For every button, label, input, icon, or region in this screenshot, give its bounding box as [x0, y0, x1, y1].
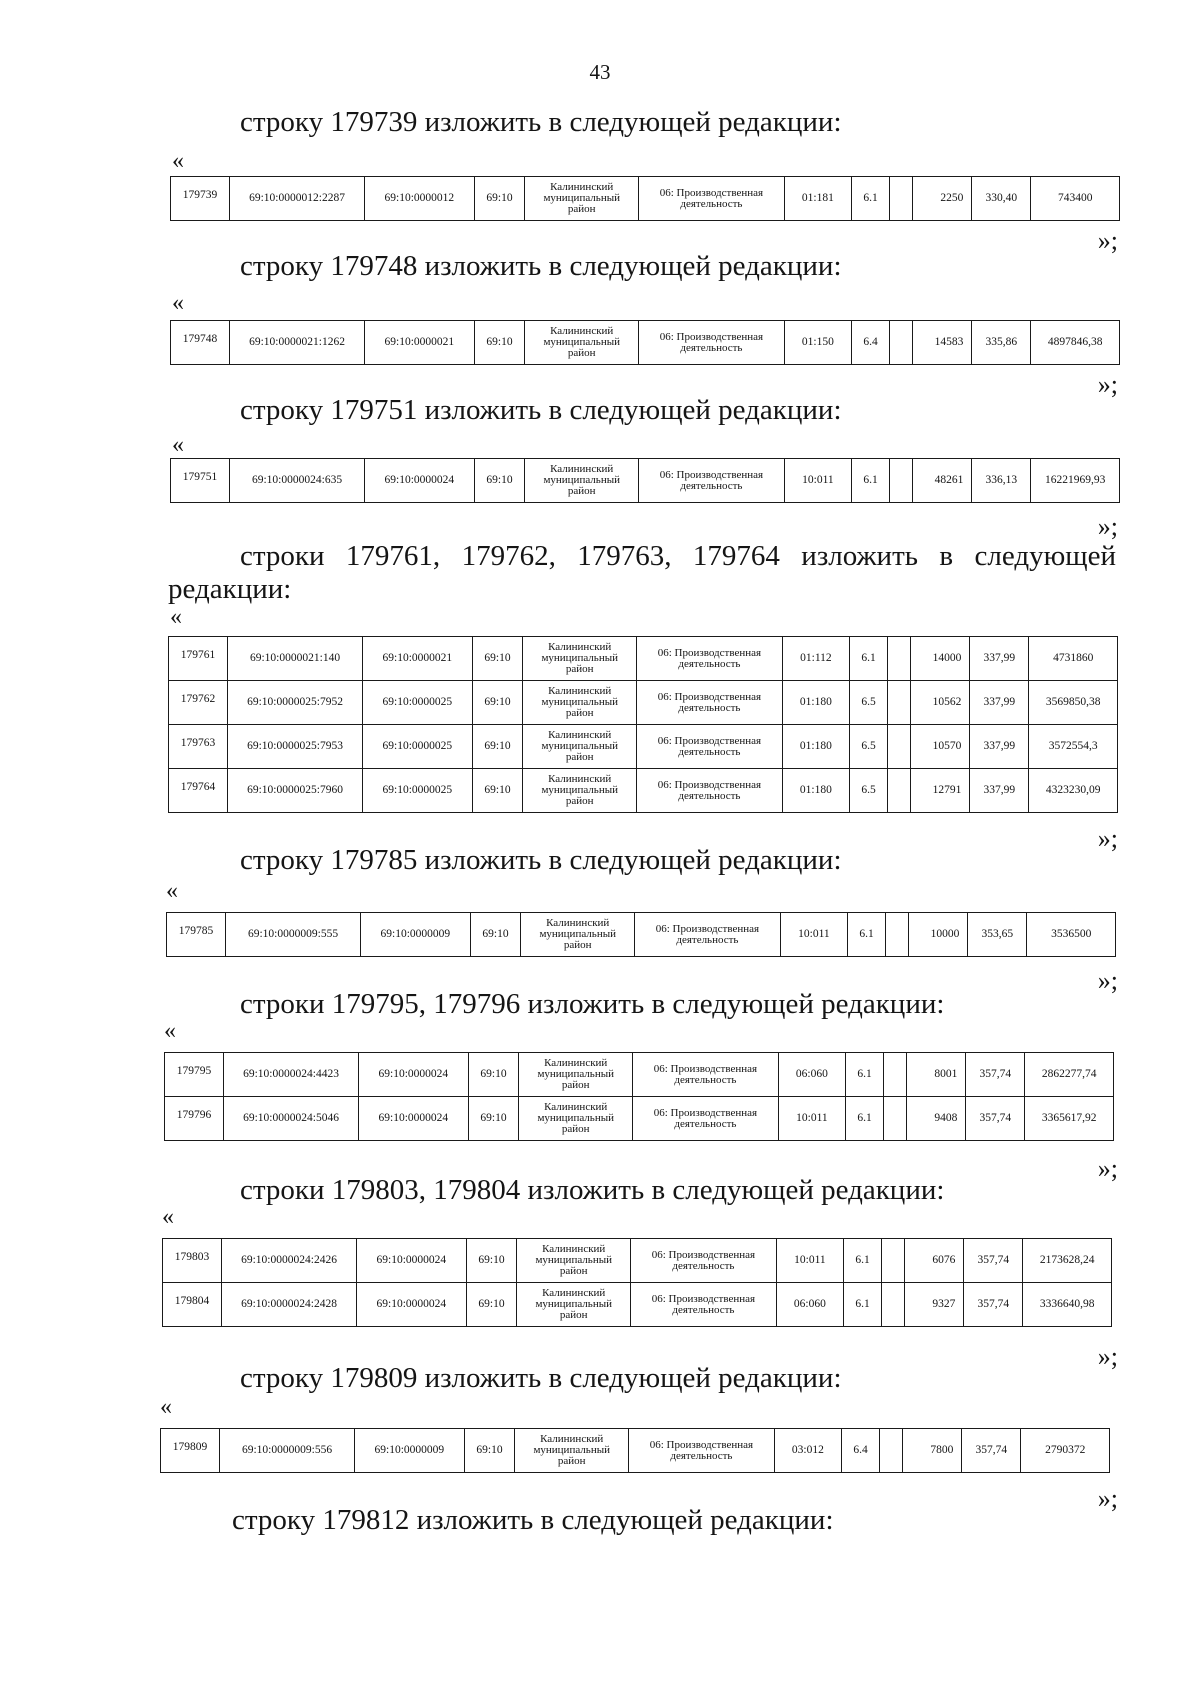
page-number: 43 — [589, 60, 611, 84]
region-code-cell: 69:10 — [466, 1239, 517, 1283]
empty-cell-cell — [888, 769, 911, 813]
closing-quote: »; — [1097, 1342, 1118, 1371]
amendment-table — [164, 1052, 1114, 1141]
table-row — [171, 459, 1120, 503]
table-row — [169, 725, 1118, 769]
table-row — [169, 681, 1118, 725]
table-row — [163, 1239, 1112, 1283]
empty-cell-cell — [886, 913, 909, 957]
empty-cell-cell — [884, 1053, 907, 1097]
opening-quote: « — [162, 1204, 174, 1230]
cadastral-value-cell: 4323230,09 — [1029, 769, 1118, 813]
area-cell: 10000 — [909, 913, 968, 957]
row-id-cell: 179762 — [169, 681, 228, 725]
region-code-cell: 69:10 — [474, 177, 525, 221]
group-code-cell: 6.1 — [848, 913, 886, 957]
municipality-cell: Калининский муниципальный район — [523, 681, 637, 725]
use-code-cell: 01:180 — [782, 681, 849, 725]
table-row — [169, 637, 1118, 681]
cadastral-number-cell: 69:10:0000025:7960 — [228, 769, 363, 813]
rate-cell: 357,74 — [964, 1283, 1023, 1327]
opening-quote: « — [170, 604, 182, 630]
row-id-cell: 179764 — [169, 769, 228, 813]
amendment-heading: строку 179812 изложить в следующей редакции: — [232, 1504, 834, 1536]
cadastral-number-cell: 69:10:0000021:140 — [228, 637, 363, 681]
cadastral-value-cell: 2862277,74 — [1025, 1053, 1114, 1097]
cadastral-value-cell: 3572554,3 — [1029, 725, 1118, 769]
cadastral-number-cell: 69:10:0000009:555 — [226, 913, 361, 957]
municipality-cell: Калининский муниципальный район — [519, 1097, 633, 1141]
amendment-table — [162, 1238, 1112, 1327]
amendment-heading: строки 179803, 179804 изложить в следующей редакции: — [240, 1174, 945, 1206]
amendment-heading: строку 179751 изложить в следующей редакции: — [240, 394, 842, 426]
table-row — [165, 1053, 1114, 1097]
row-id-cell: 179748 — [171, 321, 230, 365]
rate-cell: 330,40 — [972, 177, 1031, 221]
area-cell: 6076 — [905, 1239, 964, 1283]
municipality-cell: Калининский муниципальный район — [517, 1239, 631, 1283]
empty-cell-cell — [882, 1239, 905, 1283]
use-code-cell: 06:060 — [776, 1283, 843, 1327]
land-use-cell: 06: Производственная деятельность — [637, 725, 783, 769]
row-id-cell: 179785 — [167, 913, 226, 957]
cadastral-block-cell: 69:10:0000009 — [361, 913, 471, 957]
municipality-cell: Калининский муниципальный район — [515, 1429, 629, 1473]
land-use-cell: 06: Производственная деятельность — [639, 459, 785, 503]
cadastral-block-cell: 69:10:0000024 — [365, 459, 475, 503]
amendment-table — [170, 176, 1120, 221]
use-code-cell: 01:112 — [782, 637, 849, 681]
use-code-cell: 10:011 — [780, 913, 847, 957]
land-use-cell: 06: Производственная деятельность — [637, 769, 783, 813]
cadastral-block-cell: 69:10:0000024 — [357, 1239, 467, 1283]
cadastral-block-cell: 69:10:0000025 — [363, 725, 473, 769]
group-code-cell: 6.1 — [844, 1283, 882, 1327]
area-cell: 2250 — [913, 177, 972, 221]
group-code-cell: 6.1 — [846, 1097, 884, 1141]
heading-word: строки — [240, 540, 325, 572]
region-code-cell: 69:10 — [472, 769, 523, 813]
row-id-cell: 179739 — [171, 177, 230, 221]
use-code-cell: 03:012 — [774, 1429, 841, 1473]
row-id-cell: 179761 — [169, 637, 228, 681]
empty-cell-cell — [890, 459, 913, 503]
cadastral-value-cell: 16221969,93 — [1031, 459, 1120, 503]
amendment-heading: строку 179748 изложить в следующей редакции: — [240, 250, 842, 282]
region-code-cell: 69:10 — [472, 725, 523, 769]
cadastral-value-cell: 743400 — [1031, 177, 1120, 221]
opening-quote: « — [172, 148, 184, 174]
heading-word: 179761, — [345, 540, 441, 572]
area-cell: 10570 — [911, 725, 970, 769]
cadastral-number-cell: 69:10:0000009:556 — [220, 1429, 355, 1473]
closing-quote: »; — [1097, 370, 1118, 399]
row-id-cell: 179796 — [165, 1097, 224, 1141]
cadastral-number-cell: 69:10:0000024:5046 — [224, 1097, 359, 1141]
group-code-cell: 6.5 — [850, 769, 888, 813]
heading-line-1 — [168, 540, 1116, 573]
row-id-cell: 179804 — [163, 1283, 222, 1327]
heading-word: 179763, — [577, 540, 672, 572]
cadastral-block-cell: 69:10:0000024 — [359, 1097, 469, 1141]
rate-cell: 337,99 — [970, 637, 1029, 681]
closing-quote: »; — [1097, 512, 1118, 541]
rate-cell: 337,99 — [970, 769, 1029, 813]
cadastral-block-cell: 69:10:0000021 — [363, 637, 473, 681]
empty-cell-cell — [888, 637, 911, 681]
cadastral-number-cell: 69:10:0000024:2428 — [222, 1283, 357, 1327]
amendment-heading — [168, 540, 1116, 606]
rate-cell: 357,74 — [964, 1239, 1023, 1283]
opening-quote: « — [172, 290, 184, 316]
use-code-cell: 01:180 — [782, 769, 849, 813]
area-cell: 8001 — [907, 1053, 966, 1097]
empty-cell-cell — [882, 1283, 905, 1327]
cadastral-block-cell: 69:10:0000021 — [365, 321, 475, 365]
amendment-heading: строку 179739 изложить в следующей редакции: — [240, 106, 842, 138]
use-code-cell: 10:011 — [778, 1097, 845, 1141]
region-code-cell: 69:10 — [472, 637, 523, 681]
table-row — [161, 1429, 1110, 1473]
land-use-cell: 06: Производственная деятельность — [637, 637, 783, 681]
municipality-cell: Калининский муниципальный район — [525, 321, 639, 365]
table-row — [167, 913, 1116, 957]
empty-cell-cell — [884, 1097, 907, 1141]
cadastral-block-cell: 69:10:0000024 — [359, 1053, 469, 1097]
group-code-cell: 6.4 — [852, 321, 890, 365]
closing-quote: »; — [1097, 226, 1118, 255]
cadastral-value-cell: 3569850,38 — [1029, 681, 1118, 725]
municipality-cell: Калининский муниципальный район — [517, 1283, 631, 1327]
land-use-cell: 06: Производственная деятельность — [631, 1239, 777, 1283]
municipality-cell: Калининский муниципальный район — [523, 637, 637, 681]
amendment-table — [160, 1428, 1110, 1473]
cadastral-number-cell: 69:10:0000012:2287 — [230, 177, 365, 221]
group-code-cell: 6.1 — [850, 637, 888, 681]
rate-cell: 357,74 — [962, 1429, 1021, 1473]
use-code-cell: 01:181 — [784, 177, 851, 221]
row-id-cell: 179803 — [163, 1239, 222, 1283]
area-cell: 12791 — [911, 769, 970, 813]
region-code-cell: 69:10 — [466, 1283, 517, 1327]
region-code-cell: 69:10 — [474, 459, 525, 503]
cadastral-value-cell: 4897846,38 — [1031, 321, 1120, 365]
municipality-cell: Калининский муниципальный район — [521, 913, 635, 957]
land-use-cell: 06: Производственная деятельность — [633, 1053, 779, 1097]
cadastral-number-cell: 69:10:0000024:2426 — [222, 1239, 357, 1283]
municipality-cell: Калининский муниципальный район — [519, 1053, 633, 1097]
area-cell: 9327 — [905, 1283, 964, 1327]
amendment-heading: строку 179785 изложить в следующей редакции: — [240, 844, 842, 876]
municipality-cell: Калининский муниципальный район — [523, 725, 637, 769]
group-code-cell: 6.1 — [852, 459, 890, 503]
closing-quote: »; — [1097, 1484, 1118, 1513]
municipality-cell: Калининский муниципальный район — [523, 769, 637, 813]
empty-cell-cell — [880, 1429, 903, 1473]
group-code-cell: 6.1 — [844, 1239, 882, 1283]
group-code-cell: 6.5 — [850, 681, 888, 725]
heading-word: 179762, — [461, 540, 556, 572]
empty-cell-cell — [890, 321, 913, 365]
cadastral-number-cell: 69:10:0000025:7953 — [228, 725, 363, 769]
opening-quote: « — [164, 1018, 176, 1044]
empty-cell-cell — [888, 681, 911, 725]
opening-quote: « — [166, 878, 178, 904]
cadastral-block-cell: 69:10:0000024 — [357, 1283, 467, 1327]
table-row — [169, 769, 1118, 813]
heading-word: изложить — [801, 540, 918, 572]
area-cell: 9408 — [907, 1097, 966, 1141]
closing-quote: »; — [1097, 824, 1118, 853]
cadastral-value-cell: 2173628,24 — [1023, 1239, 1112, 1283]
table-row — [171, 321, 1120, 365]
amendment-heading: строку 179809 изложить в следующей редакции: — [240, 1362, 842, 1394]
cadastral-number-cell: 69:10:0000025:7952 — [228, 681, 363, 725]
group-code-cell: 6.4 — [842, 1429, 880, 1473]
cadastral-number-cell: 69:10:0000024:4423 — [224, 1053, 359, 1097]
municipality-cell: Калининский муниципальный район — [525, 459, 639, 503]
cadastral-value-cell: 3365617,92 — [1025, 1097, 1114, 1141]
cadastral-block-cell: 69:10:0000025 — [363, 681, 473, 725]
land-use-cell: 06: Производственная деятельность — [633, 1097, 779, 1141]
table-row — [165, 1097, 1114, 1141]
rate-cell: 336,13 — [972, 459, 1031, 503]
closing-quote: »; — [1097, 966, 1118, 995]
region-code-cell: 69:10 — [464, 1429, 515, 1473]
amendment-table — [170, 320, 1120, 365]
cadastral-value-cell: 2790372 — [1021, 1429, 1110, 1473]
cadastral-number-cell: 69:10:0000021:1262 — [230, 321, 365, 365]
row-id-cell: 179763 — [169, 725, 228, 769]
region-code-cell: 69:10 — [472, 681, 523, 725]
opening-quote: « — [160, 1394, 172, 1420]
empty-cell-cell — [890, 177, 913, 221]
row-id-cell: 179809 — [161, 1429, 220, 1473]
region-code-cell: 69:10 — [470, 913, 521, 957]
region-code-cell: 69:10 — [474, 321, 525, 365]
use-code-cell: 10:011 — [784, 459, 851, 503]
table-row — [163, 1283, 1112, 1327]
cadastral-value-cell: 3336640,98 — [1023, 1283, 1112, 1327]
row-id-cell: 179751 — [171, 459, 230, 503]
group-code-cell: 6.1 — [852, 177, 890, 221]
land-use-cell: 06: Производственная деятельность — [637, 681, 783, 725]
rate-cell: 357,74 — [966, 1097, 1025, 1141]
region-code-cell: 69:10 — [468, 1053, 519, 1097]
row-id-cell: 179795 — [165, 1053, 224, 1097]
cadastral-block-cell: 69:10:0000009 — [355, 1429, 465, 1473]
table-row — [171, 177, 1120, 221]
land-use-cell: 06: Производственная деятельность — [629, 1429, 775, 1473]
use-code-cell: 10:011 — [776, 1239, 843, 1283]
region-code-cell: 69:10 — [468, 1097, 519, 1141]
area-cell: 14583 — [913, 321, 972, 365]
area-cell: 10562 — [911, 681, 970, 725]
land-use-cell: 06: Производственная деятельность — [639, 177, 785, 221]
empty-cell-cell — [888, 725, 911, 769]
amendment-table — [170, 458, 1120, 503]
use-code-cell: 06:060 — [778, 1053, 845, 1097]
area-cell: 7800 — [903, 1429, 962, 1473]
rate-cell: 337,99 — [970, 725, 1029, 769]
land-use-cell: 06: Производственная деятельность — [635, 913, 781, 957]
heading-line-2: редакции: — [168, 573, 292, 605]
rate-cell: 357,74 — [966, 1053, 1025, 1097]
cadastral-value-cell: 4731860 — [1029, 637, 1118, 681]
rate-cell: 335,86 — [972, 321, 1031, 365]
closing-quote: »; — [1097, 1154, 1118, 1183]
land-use-cell: 06: Производственная деятельность — [631, 1283, 777, 1327]
cadastral-block-cell: 69:10:0000025 — [363, 769, 473, 813]
land-use-cell: 06: Производственная деятельность — [639, 321, 785, 365]
cadastral-block-cell: 69:10:0000012 — [365, 177, 475, 221]
amendment-table — [168, 636, 1118, 813]
use-code-cell: 01:150 — [784, 321, 851, 365]
opening-quote: « — [172, 432, 184, 458]
heading-word: 179764 — [692, 540, 780, 572]
group-code-cell: 6.5 — [850, 725, 888, 769]
amendment-table — [166, 912, 1116, 957]
area-cell: 14000 — [911, 637, 970, 681]
rate-cell: 353,65 — [968, 913, 1027, 957]
heading-word: следующей — [974, 540, 1116, 572]
cadastral-value-cell: 3536500 — [1027, 913, 1116, 957]
heading-word: в — [939, 540, 954, 572]
amendment-heading: строки 179795, 179796 изложить в следующей редакции: — [240, 988, 945, 1020]
municipality-cell: Калининский муниципальный район — [525, 177, 639, 221]
rate-cell: 337,99 — [970, 681, 1029, 725]
group-code-cell: 6.1 — [846, 1053, 884, 1097]
cadastral-number-cell: 69:10:0000024:635 — [230, 459, 365, 503]
area-cell: 48261 — [913, 459, 972, 503]
use-code-cell: 01:180 — [782, 725, 849, 769]
